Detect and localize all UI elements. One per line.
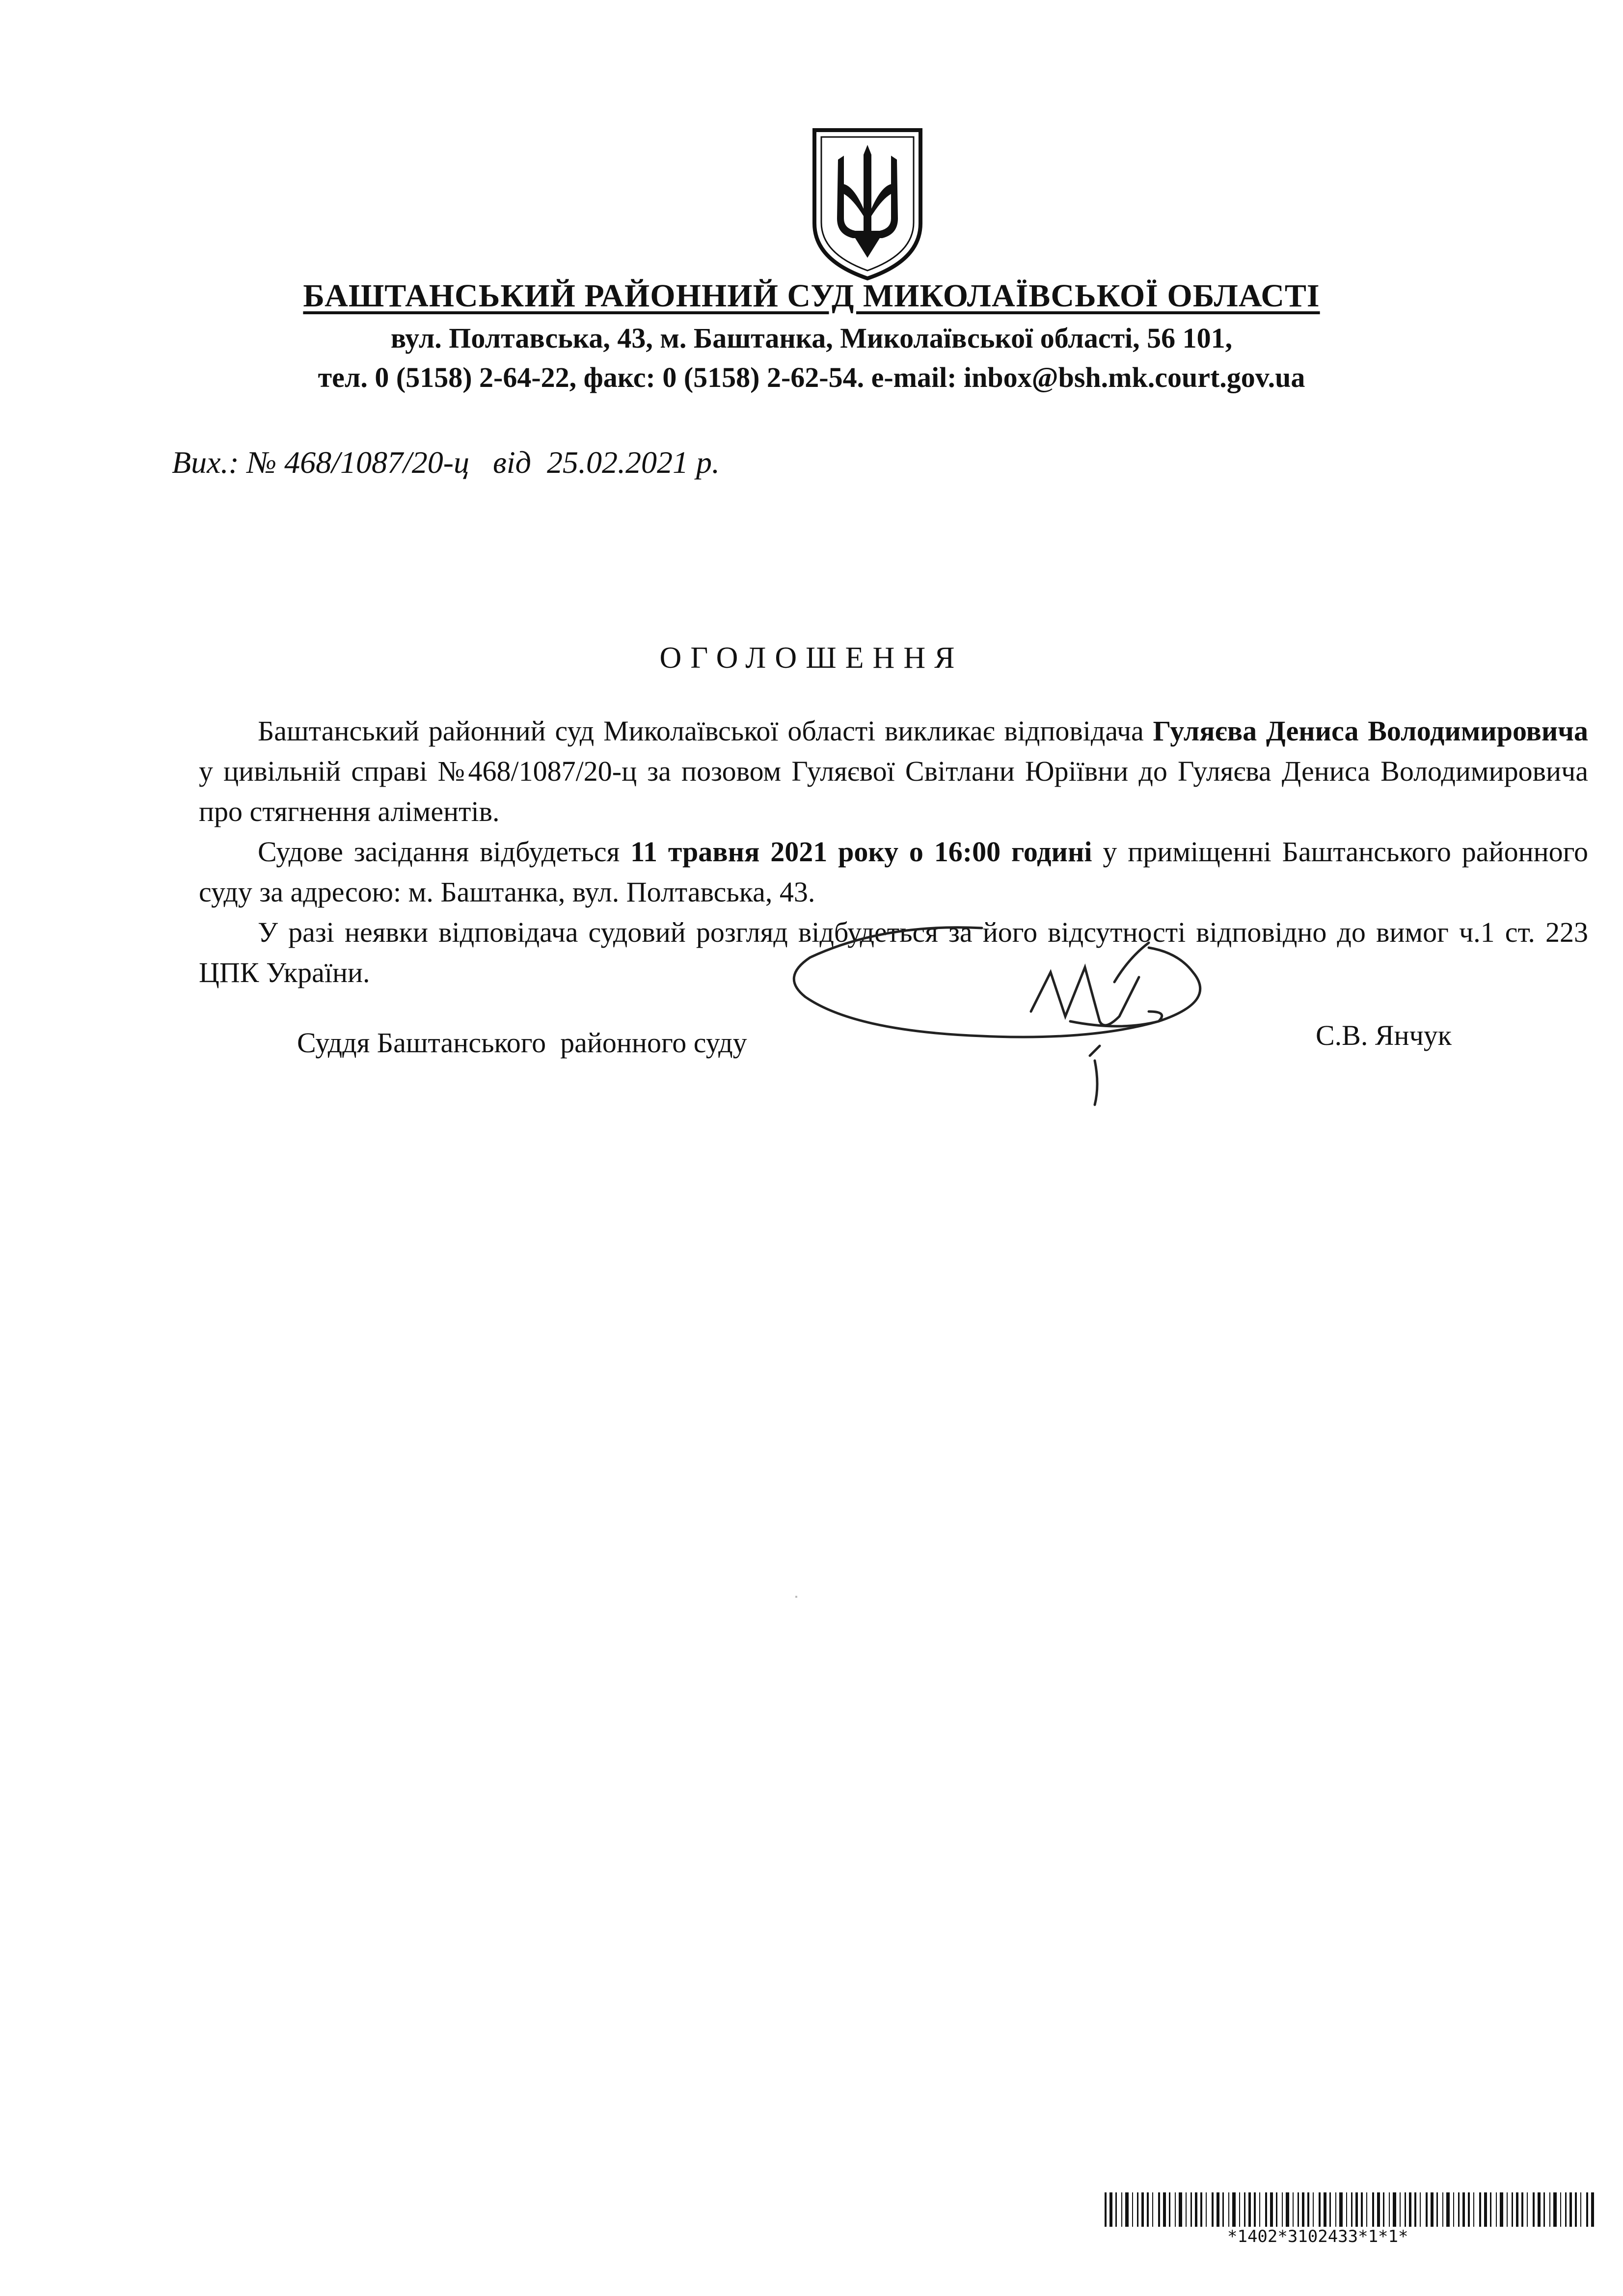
p1-tail: у цивільній справі №468/1087/20-ц за позовом Гуляєвої Світлани Юріївни до Гуляєва Дениса Володимировича про стягнення аліментів. — [199, 755, 1588, 827]
trident-coat-of-arms-icon — [809, 125, 926, 282]
hearing-datetime: 11 травня 2021 року о 16:00 годині — [630, 836, 1092, 868]
outgoing-number: 468/1087/20-ц — [284, 445, 470, 480]
notice-title: ОГОЛОШЕННЯ — [659, 641, 964, 675]
barcode-text: *1402*3102433*1*1* — [1227, 2227, 1408, 2246]
outgoing-label: Вих.: № — [172, 445, 277, 480]
scan-speck — [795, 1596, 797, 1598]
outgoing-suffix: р. — [696, 445, 720, 480]
defendant-name: Гуляєва Дениса Володимировича — [1153, 715, 1588, 747]
outgoing-reference — [172, 444, 720, 481]
outgoing-date: 25.02.2021 — [546, 445, 688, 480]
judge-title: Суддя Баштанського районного суду — [297, 1027, 747, 1059]
court-address: вул. Полтавська, 43, м. Баштанка, Миколаївської області, 56 101, — [390, 322, 1233, 354]
court-name: БАШТАНСЬКИЙ РАЙОННИЙ СУД МИКОЛАЇВСЬКОЇ ОБЛАСТІ — [303, 278, 1320, 314]
p2-tail: у приміщенні Баштанського районного суду за адресою: м. Баштанка, вул. Полтавська, 43. — [199, 836, 1588, 908]
barcode — [1105, 2192, 1596, 2227]
judge-name: С.В. Янчук — [1316, 1019, 1452, 1051]
outgoing-from-label: від — [493, 445, 531, 480]
notice-paragraph-summons — [199, 711, 1588, 832]
handwritten-signature — [776, 899, 1237, 1129]
p2-lead: Судове засідання відбудеться — [258, 836, 631, 868]
p3-text: У разі неявки відповідача судовий розгляд відбудеться за його відсутності відповідно до вимог ч.1 ст. 223 ЦПК України. — [199, 916, 1588, 988]
court-contacts: тел. 0 (5158) 2-64-22, факс: 0 (5158) 2-62-54. e-mail: inbox@bsh.mk.court.gov.ua — [318, 361, 1305, 393]
p1-lead: Баштанський районний суд Миколаївської області викликає відповідача — [258, 715, 1153, 747]
